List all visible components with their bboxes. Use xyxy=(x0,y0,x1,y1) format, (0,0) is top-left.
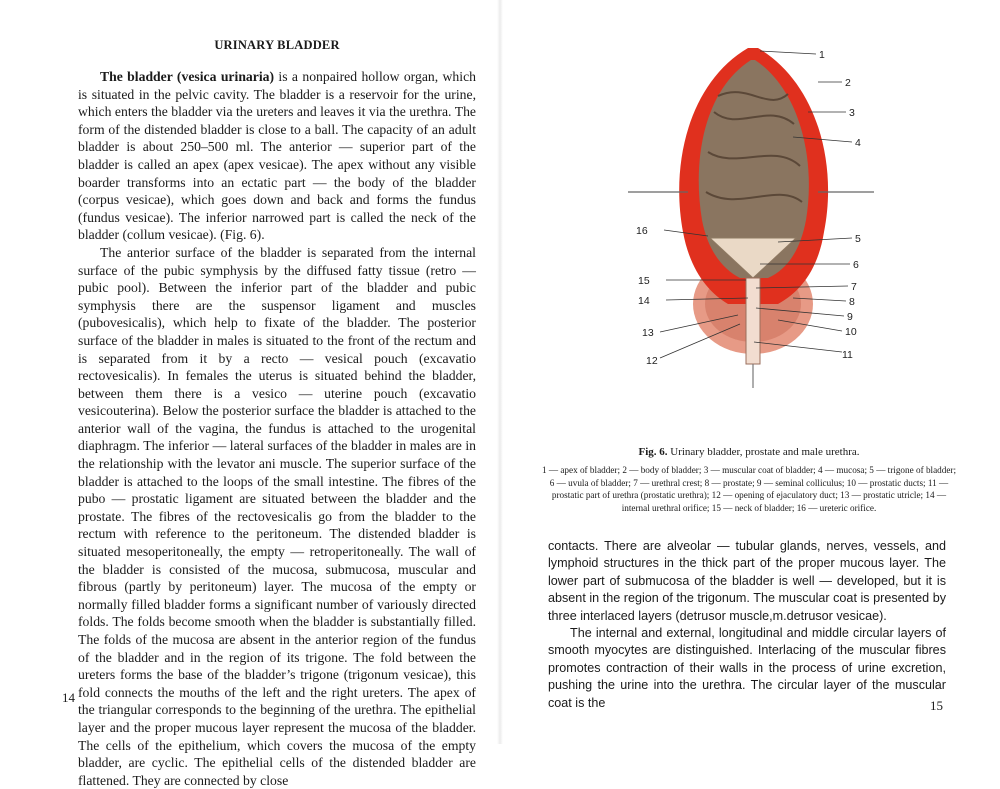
label-5: 5 xyxy=(855,233,861,245)
label-2: 2 xyxy=(845,77,851,89)
label-12: 12 xyxy=(646,355,658,367)
label-16: 16 xyxy=(636,225,648,237)
figure-legend: 1 — apex of bladder; 2 — body of bladder; 3 — muscular coat of bladder; 4 — mucosa; 5 — trigone of bladder; 6 — uvula of bladder; 7 — urethral crest; 8 — prostate; 9 — seminal colliculus; 10 — prostatic ducts; 11 — prostatic part of urethra (prostatic urethra); 12 — opening of ejaculatory duct; 13 — prostatic utricle; 14 — internal urethral orifice; 15 — neck of bladder; 16 — ureteric orifice. xyxy=(541,465,957,513)
right-paragraph-2: The internal and external, longitudinal and middle circular layers of smooth myocytes are distinguished. Interlacing of the muscular fibres promotes contraction of their walls in the process of urine excretion, pushing the urine into the urethra. The circular layer of the muscular coat is the xyxy=(548,626,946,710)
figure-number: Fig. 6. xyxy=(638,446,668,458)
left-text-column xyxy=(78,68,476,789)
label-13: 13 xyxy=(642,327,654,339)
label-8: 8 xyxy=(849,296,855,308)
bladder-illustration xyxy=(628,42,1000,392)
label-1: 1 xyxy=(819,49,825,61)
urethra-shape xyxy=(746,278,760,364)
right-paragraph-1: contacts. There are alveolar — tubular glands, nerves, vessels, and lymphoid structures in the thick part of the proper mucous layer. The lower part of submucosa of the bladder is well — developed, but it is absent in the region of the trigonum. The muscular coat is presented by three interlaced layers (detrusor muscle,m.detrusor vesicae). xyxy=(548,539,946,623)
paragraph-2: The anterior surface of the bladder is separated from the internal surface of the pubic symphysis by the diffused fatty tissue (retro — pubic pool). Between the inferior part of the bladder and pubic symphysis there are the suspensor ligament and muscles (pubovesicalis), which help to fixate of the bladder. The posterior surface of the bladder in males is situated to the front of the rectum and is separated from it by a recto — vesical pouch (excavatio rectovesicalis). In females the uterus is situated behind the bladder, between them there is a vesico — uterine pouch (excavatio vesicouterina). Below the posterior surface the bladder is attached to the anterior wall of the vagina, the fundus is attached to the urogenital diaphragm. The inferior — lateral surfaces of the bladder in males are in the relationship with the levator ani muscle. The superior surface of the bladder is attached to the loops of the small intestine. The fibres of the pubo — prostatic ligament are situated between the bladder and the prostate. The fibres of the rectovesicalis go from the bladder to the rectum with reference to the peritoneum. The distended bladder is situated mesoperitoneally, the empty — retroperitoneally. The wall of the bladder is consisted of the mucosa, submucosa, muscular and fibrous (partly by peritoneum) layer. The mucosa of the empty or normally filled bladder forms a significant number of variously directed folds. The folds become smooth when the bladder is substantially filled. The folds of the mucosa are absent in the anterior region of the fundus of the bladder and in the region of its trigone. The fold between the ureters forms the base of the bladder’s trigone (trigonum vesicae), this fold connects the mouths of the left and the right ureters. The apex of the triangular corresponds to the beginning of the urethra. The epithelial layer and the proper mucous layer represent the mucosa of the bladder. The cells of the epithelium, which covers the mucosa of the empty bladder, are cyclic. The epithelial cells of the distended bladder are flattened. They are connected by close xyxy=(78,244,476,788)
page-number-left: 14 xyxy=(62,690,75,705)
paragraph-1 xyxy=(78,68,476,244)
bladder-figure xyxy=(628,42,1000,392)
right-page xyxy=(500,0,1000,744)
label-7: 7 xyxy=(851,281,857,293)
lead-term: The bladder (vesica urinaria) xyxy=(100,69,275,84)
label-11: 11 xyxy=(842,349,853,361)
figure-title-text: Urinary bladder, prostate and male urethra. xyxy=(667,446,860,458)
label-14: 14 xyxy=(638,295,650,307)
figure-caption xyxy=(540,446,958,514)
label-10: 10 xyxy=(845,326,857,338)
left-page xyxy=(0,0,500,788)
page-number-right: 15 xyxy=(930,698,943,713)
label-6: 6 xyxy=(853,259,859,271)
label-9: 9 xyxy=(847,311,853,323)
chapter-heading: URINARY BLADDER xyxy=(214,38,340,52)
right-text-column xyxy=(548,538,946,712)
label-4: 4 xyxy=(855,137,861,149)
figure-title xyxy=(540,446,958,458)
label-15: 15 xyxy=(638,275,650,287)
paragraph-1-text: is a nonpaired hollow organ, which is situated in the pelvic cavity. The bladder is a reservoir for the urine, which enters the bladder via the ureters and leaves it via the urethra. The form of the distended bladder is close to a ball. The capacity of an adult bladder is about 250–500 ml. The anterior — superior part of the bladder is called an apex (apex vesicae). The apex without any visible boarder transforms into an ectatic part — the body of the bladder (corpus vesicae), which goes down and back and forms the fundus (fundus vesicae). The inferior narrowed part is called the neck of the bladder (collum vesicae). (Fig. 6). xyxy=(78,69,476,243)
label-3: 3 xyxy=(849,107,855,119)
